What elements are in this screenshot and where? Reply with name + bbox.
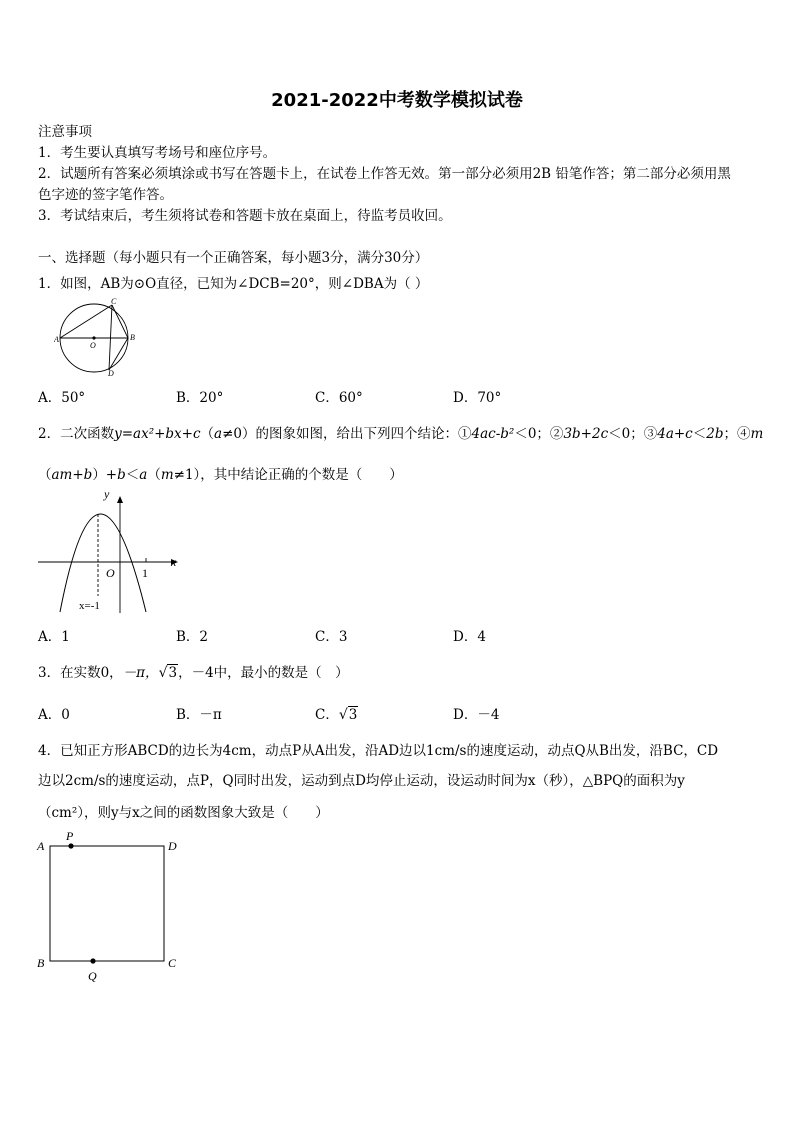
q2-part: a xyxy=(214,426,223,442)
notice-item-1: 1．考生要认真填写考场号和座位序号。 xyxy=(38,145,277,161)
label-y: y xyxy=(104,487,110,501)
label-x: x xyxy=(171,555,177,569)
q2-part: ）+ xyxy=(92,467,118,483)
q3-sqrt-radicand: 3 xyxy=(168,665,178,681)
label-a: A xyxy=(54,335,59,344)
label-d: D xyxy=(108,369,114,378)
q2-part: b xyxy=(117,467,126,483)
y-arrow-icon xyxy=(117,496,123,503)
question-1-stem: 1．如图，AB为⊙O直径，已知为∠DCB=20°，则∠DBA为（ ） xyxy=(38,276,429,292)
square-abcd xyxy=(50,846,164,961)
label-q: Q xyxy=(88,969,97,983)
label-d: D xyxy=(168,839,177,853)
q2-part: ＜ xyxy=(125,467,140,483)
q2-function: y=ax²+bx+c xyxy=(114,426,201,442)
sqrt-icon: √ xyxy=(338,707,348,723)
label-b: B xyxy=(130,333,135,342)
notice-item-3: 3．考试结束后，考生须将试卷和答题卡放在桌面上，待监考员收回。 xyxy=(38,208,452,224)
chord-db xyxy=(109,338,128,370)
q2-part: ＜ xyxy=(692,426,707,442)
question-2-stem-cont xyxy=(38,463,403,483)
q3-option-a: A．0 xyxy=(38,707,70,723)
label-o: O xyxy=(90,341,96,350)
q3-option-c xyxy=(315,703,358,723)
label-p: P xyxy=(66,829,74,843)
q3-option-d: D．－4 xyxy=(453,707,500,723)
question-4-figure xyxy=(34,828,184,984)
q2-option-c: C．3 xyxy=(315,629,348,645)
question-4-line-2: 边以2cm/s的速度运动，点P，Q同时出发，运动到点D均停止运动，设运动时间为x（秒），△BPQ的面积为y xyxy=(38,773,685,789)
q2-part: ＜0；② xyxy=(514,426,564,442)
q2-part: a xyxy=(139,467,148,483)
q2-part: 3b+2c xyxy=(563,426,609,442)
q2-part: m xyxy=(750,426,764,442)
notice-item-2: 2．试题所有答案必须填涂或书写在答题卡上，在试卷上作答无效。第一部分必须用2B 铅笔作答；第二部分必须用黑 xyxy=(38,166,731,182)
q2-part: ＜0；③ xyxy=(608,426,658,442)
chord-ac xyxy=(60,305,112,338)
q1-option-c: C．60° xyxy=(315,390,363,406)
q2-part: m xyxy=(160,467,174,483)
q2-part: ≠1），其中结论正确的个数是（ ） xyxy=(173,467,403,483)
chord-cd xyxy=(109,305,112,370)
q2-part: am+b xyxy=(51,467,93,483)
q1-option-d: D．70° xyxy=(453,390,502,406)
q2-part: 4a+c xyxy=(657,426,693,442)
q3-option-c-label: C． xyxy=(315,707,339,723)
sqrt-icon: √ xyxy=(158,665,168,681)
q2-option-a: A．1 xyxy=(38,629,70,645)
question-3-stem xyxy=(38,661,349,681)
q2-part: ；④ xyxy=(723,426,751,442)
q2-option-b: B．2 xyxy=(176,629,209,645)
q3-option-c-radicand: 3 xyxy=(348,707,358,723)
page-title: 2021-2022中考数学模拟试卷 xyxy=(271,90,523,111)
q2-part: ≠0）的图象如图，给出下列四个结论：① xyxy=(222,426,472,442)
q1-option-a: A．50° xyxy=(38,390,86,406)
label-c: C xyxy=(111,297,117,306)
q2-option-d: D．4 xyxy=(453,629,486,645)
chord-cb xyxy=(112,305,128,338)
q3-pi: －π， xyxy=(122,665,159,681)
label-a: A xyxy=(37,839,45,853)
question-2-stem xyxy=(38,422,763,442)
q2-part: 4ac-b² xyxy=(471,426,515,442)
q2-part: （ xyxy=(200,426,215,442)
label-c: C xyxy=(168,956,177,970)
label-one: 1 xyxy=(142,566,148,580)
label-axis-x-minus-1: x=-1 xyxy=(79,600,100,612)
question-4-line-3: （cm²），则y与x之间的函数图象大致是（ ） xyxy=(38,805,329,821)
point-q xyxy=(90,958,95,963)
center-dot xyxy=(92,336,95,339)
q2-part: （ xyxy=(38,467,52,483)
question-4-line-1: 4．已知正方形ABCD的边长为4cm，动点P从A出发，沿AD边以1cm/s的速度运动，动点Q从B出发，沿BC，CD xyxy=(38,743,719,759)
label-origin: O xyxy=(106,566,115,580)
notice-item-2-cont: 色字迹的签字笔作答。 xyxy=(38,187,173,203)
q2-part: 2b xyxy=(706,426,724,442)
q2-part: （ xyxy=(147,467,161,483)
q3-stem-end: ，－4中，最小的数是（ ） xyxy=(178,665,349,681)
question-1-figure xyxy=(54,296,144,378)
label-b: B xyxy=(37,956,45,970)
question-2-figure xyxy=(36,486,186,614)
q3-stem-start: 3．在实数0， xyxy=(38,665,123,681)
q1-option-b: B．20° xyxy=(176,390,224,406)
q3-option-b: B．－π xyxy=(176,707,222,723)
q2-part: 2．二次函数 xyxy=(38,426,115,442)
point-p xyxy=(68,843,73,848)
section-heading: 一、选择题（每小题只有一个正确答案，每小题3分，满分30分） xyxy=(38,250,429,266)
notice-heading: 注意事项 xyxy=(38,124,92,140)
parabola xyxy=(60,514,146,612)
